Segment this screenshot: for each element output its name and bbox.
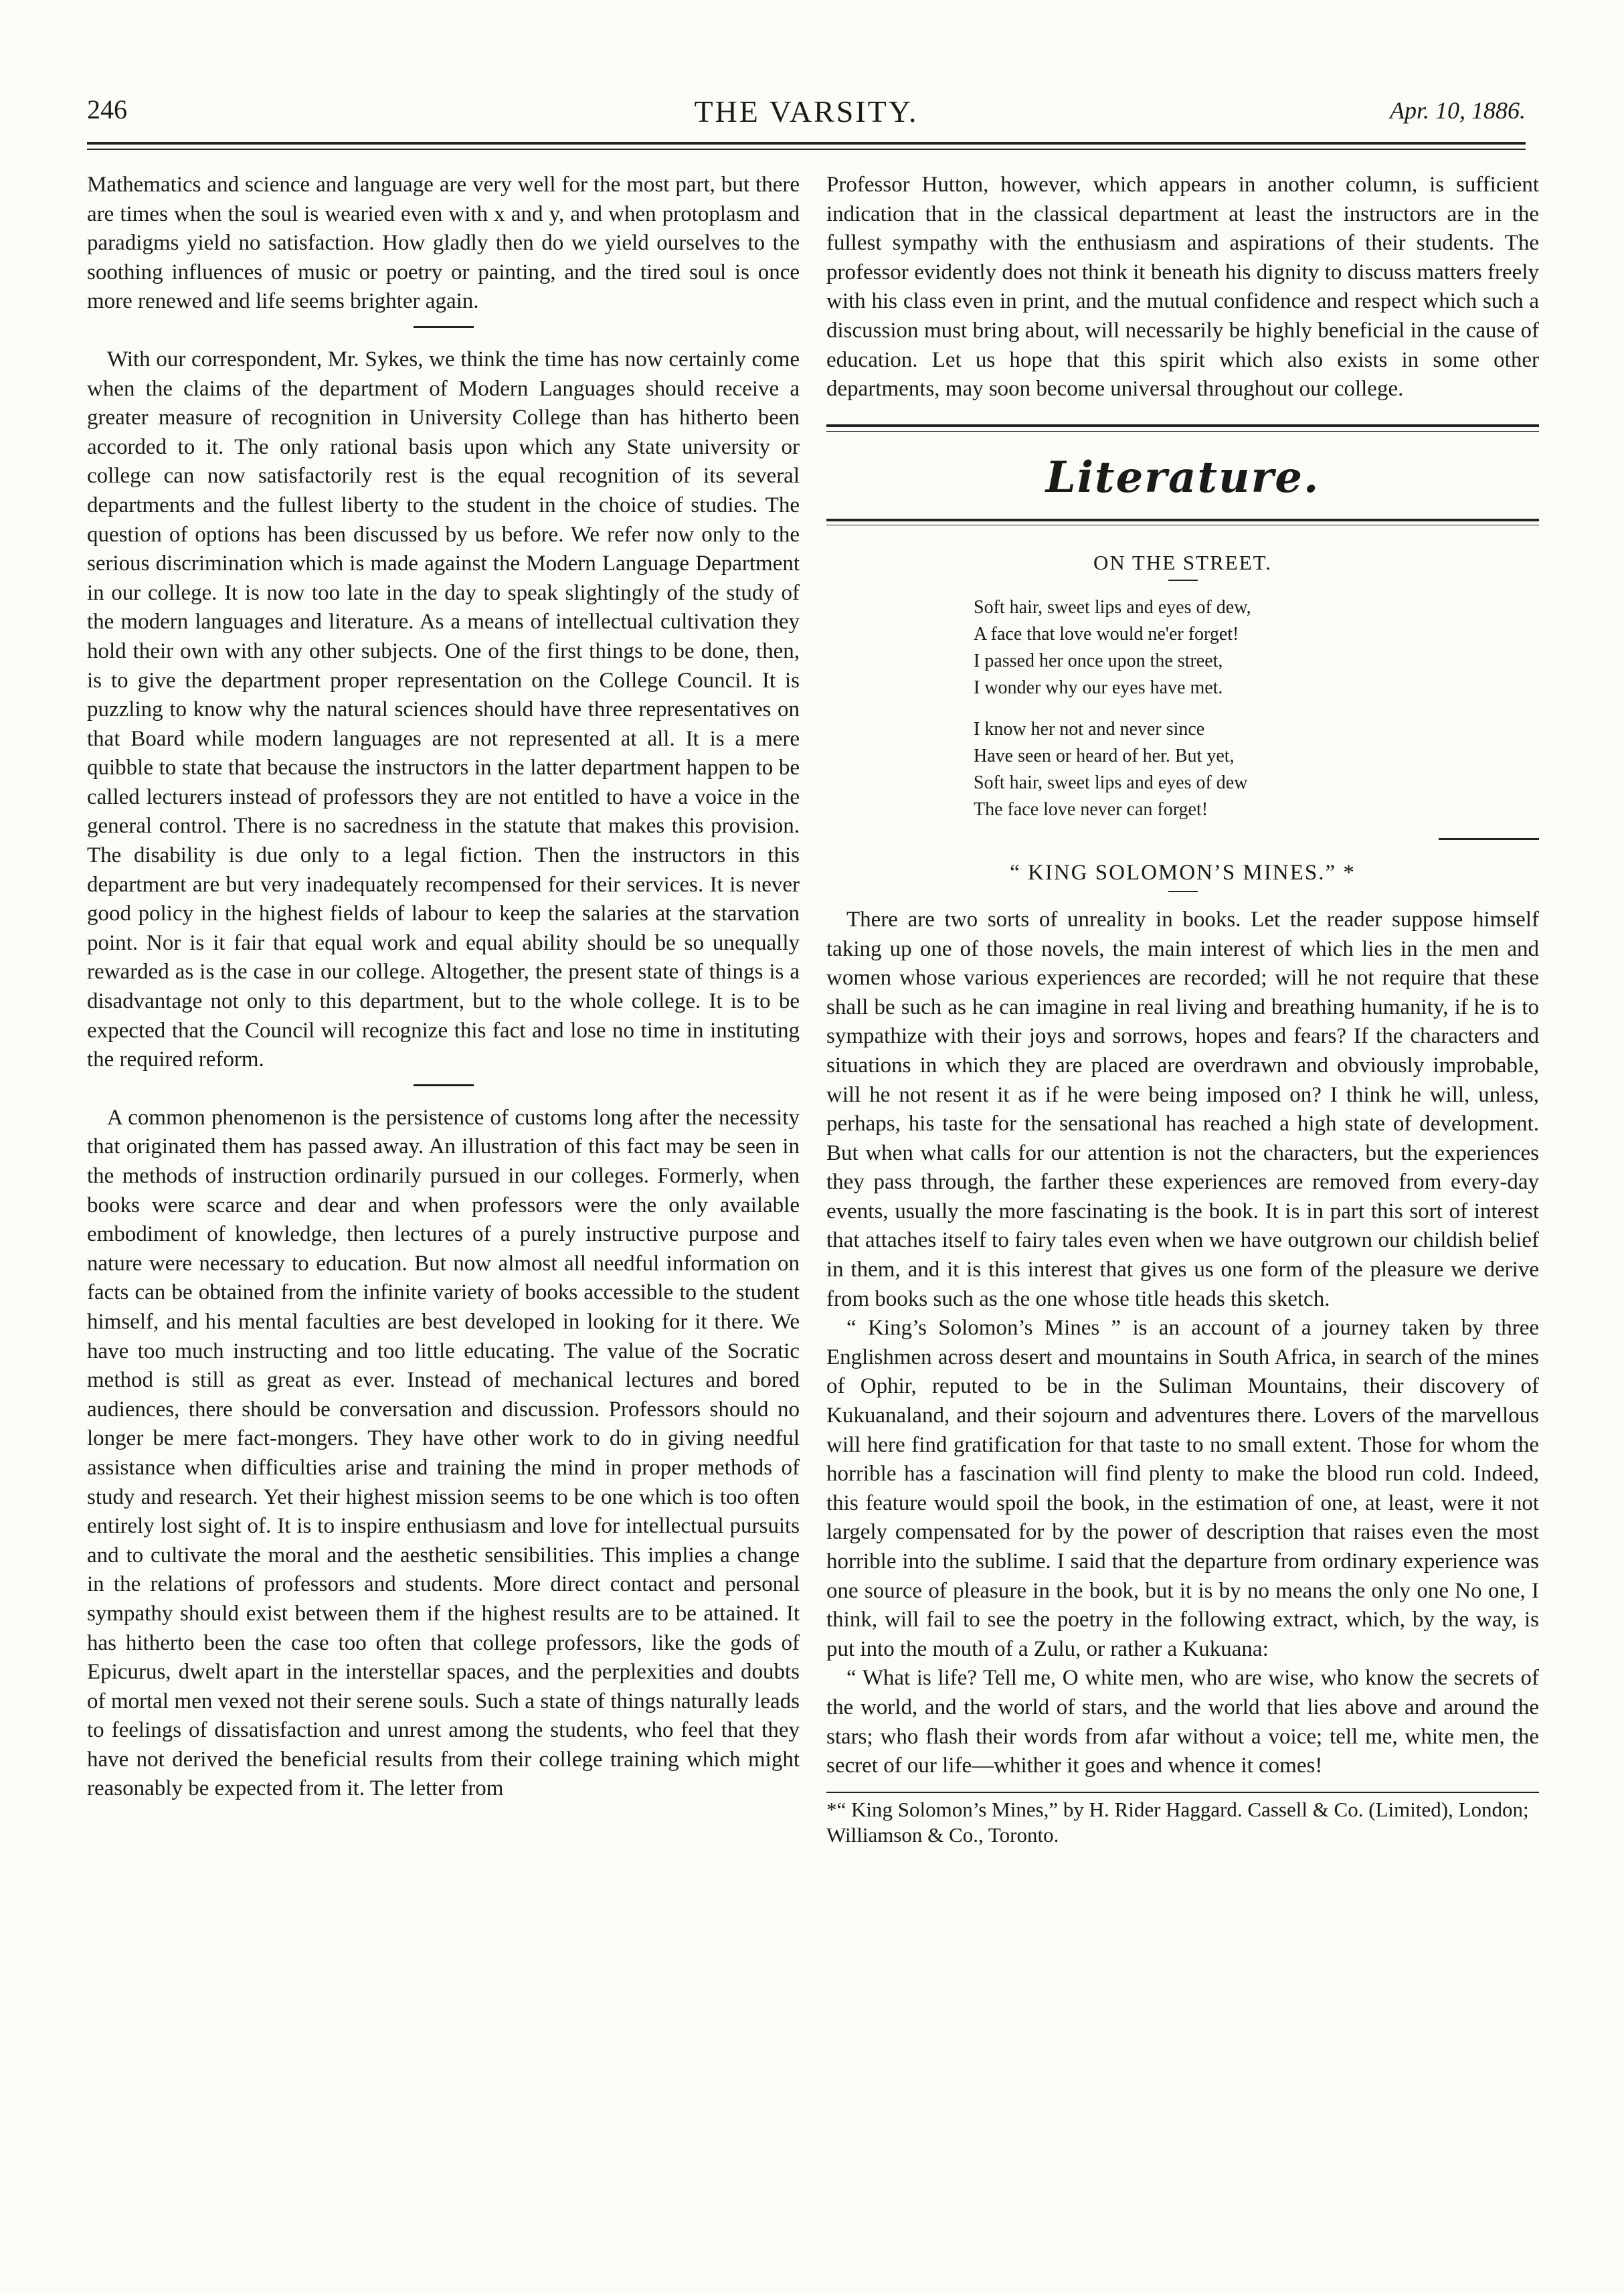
poem-line: I wonder why our eyes have met. <box>974 677 1223 699</box>
double-rule <box>826 519 1539 525</box>
article-title: “ KING SOLOMON’S MINES.” * <box>1010 861 1356 885</box>
editorial-continuation: Professor Hutton, however, which appears in another column, is sufficient indication that in the classical department at least the instructors are in the fullest sympathy with the enthusiasm and aspirations of their students. The professor evidently does not think it beneath his dignity to discuss matters freely with his class even in print, and the mutual confidence and respect which such a discussion must bring about, will necessarily be highly beneficial in the cause of education. Let us hope that this spirit which also exists in some other departments, may soon become universal throughout our college. <box>826 173 1539 402</box>
article-quotation: “ What is life? Tell me, O white men, who are wise, who know the secrets of the world, and the world of stars, and the world that lies above and around the stars; who flash their words from afar without a voice; tell me, white men, the secret of our life—whither it goes and whence it comes! <box>826 1666 1539 1778</box>
header-rule <box>87 142 1526 145</box>
issue-date: Apr. 10, 1886. <box>1389 97 1526 124</box>
section-separator <box>414 1084 474 1086</box>
title-dash <box>1168 891 1198 892</box>
poem <box>974 594 1539 823</box>
article-paragraph-1: There are two sorts of unreality in books. Let the reader suppose himself taking up one of those novels, the main interest of which lies in the men and women whose various experiences are recorded; will he not require that these shall be such as he can imagine in real living and breathing humanity, if he is to sympathize with their joys and sorrows, hopes and fears? If the characters and situations in which they are placed are overdrawn and obviously improbable, will he not resent it as if he were being imposed on? I think he will, unless, perhaps, his taste for the sensational has reached a high state of development. But when what calls for our attention is not the characters, but the experiences they pass through, the farther these experiences are removed from every-day events, usually the more fascinating is the book. It is in part this sort of interest that attaches itself to fairy tales even when we have outgrown our childish belief in them, and it is this interest that gives us one form of the pleasure we derive from books such as the one whose title heads this sketch. <box>826 907 1539 1311</box>
editorial-paragraph-3: A common phenomenon is the persistence of customs long after the necessity that originated them has passed away. An illustration of this fact may be seen in the methods of instruction ordinarily pursued in our colleges. Formerly, when books were scarce and dear and when professors were the only available embodiment of knowledge, then lectures of a purely instructive purpose and nature were necessary to education. But now almost all needful information on facts can be obtained from the infinite variety of books accessible to the student himself, and his mental faculties are best developed in looking for it there. We have too much instructing and too little educating. The value of the Socratic method is still as great as ever. Instead of mechanical lectures and bored audiences, there should be conversation and discussion. Professors should no longer be mere fact-mongers. They have other work to do in giving needful assistance when difficulties arise and training the mind in proper methods of study and research. Yet their highest mission seems to be one which is too often entirely lost sight of. It is to inspire enthusiasm and love for intellectual pursuits and to cultivate the moral and the aesthetic sensibilities. This implies a change in the relations of professors and students. More direct contact and personal sympathy should exist between them if the highest results are to be attained. It has hitherto been the case too often that college professors, like the gods of Epicurus, dwelt apart in the interstellar spaces, and the perplexities and doubts of mortal men vexed not their serene souls. Such a state of things naturally leads to feelings of dissatisfaction and unrest among the students, who feel that they have not derived the beneficial results from their college training which might reasonably be expected from it. The letter from <box>87 1105 800 1801</box>
publication-title: THE VARSITY. <box>694 94 919 129</box>
title-dash <box>1168 580 1198 581</box>
poem-line: Soft hair, sweet lips and eyes of dew, <box>974 597 1251 618</box>
footnote: *“ King Solomon’s Mines,” by H. Rider Haggard. Cassell & Co. (Limited), London; Williamson & Co., Toronto. <box>826 1792 1539 1848</box>
editorial-paragraph-2: With our correspondent, Mr. Sykes, we think the time has now certainly come when the claims of the department of Modern Languages should receive a greater measure of recognition in University College than has hitherto been accorded to it. The only rational basis upon which any State university or college can now satisfactorily rest is the equal recognition of its several departments and the fullest liberty to the student in the choice of studies. The question of options has been discussed by us before. We refer now only to the serious discrimination which is made against the Modern Language Department in our college. It is now too late in the day to speak slightingly of the study of the modern languages and literature. As a means of intellectual cultivation they hold their own with any other subjects. One of the first things to be done, then, is to give the department proper representation on the College Council. It is puzzling to know why the natural sciences should have three representatives on that Board while modern languages are not represented at all. It is a mere quibble to state that because the instructors in the latter department happen to be called lecturers instead of professors they are not entitled to have a voice in the general control. There is no sacredness in the statute that makes this provision. The disability is due only to a legal fiction. Then the instructors in this department are but very inadequately recompensed for their services. It is never good policy in the highest fields of labour to keep the salaries at the starvation point. Nor is it fair that equal work and equal ability should be so unequally rewarded as is the case in our college. Altogether, the present state of things is a disadvantage not only to this department, but to the whole college. It is to be expected that the Council will recognize this fact and lose no time in instituting the required reform. <box>87 347 800 1072</box>
page-header <box>87 94 1526 134</box>
poem-line: The face love never can forget! <box>974 799 1208 821</box>
poem-stanza <box>974 594 1539 701</box>
poem-line: A face that love would ne'er forget! <box>974 624 1239 645</box>
editorial-paragraph-1: Mathematics and science and language are very well for the most part, but there are times when the soul is wearied even with x and y, and when protoplasm and paradigms yield no satisfaction. How gladly then do we yield ourselves to the soothing influences of music or poetry or painting, and the tired soul is once more renewed and life seems brighter again. <box>87 173 800 314</box>
article-paragraph-2: “ King’s Solomon’s Mines ” is an account of a journey taken by three Englishmen across desert and mountains in South Africa, in search of the mines of Ophir, reputed to be in the Suliman Mountains, their discovery of Kukuanaland, and their sojourn and adventures there. Lovers of the marvellous will here find gratification for that taste to no small extent. Those for whom the horrible has a fascination will find plenty to make the blood run cold. Indeed, this feature would spoil the book, in the estimation of one, at least, were it not largely compensated for by the power of description that raises even the most horrible into the sublime. I said that the departure from ordinary experience was one source of pleasure in the book, but it is by no means the only one No one, I think, will fail to see the poetry in the following extract, which, by the way, is put into the mouth of a Zulu, or rather a Kukuana: <box>826 1316 1539 1661</box>
poem-end-rule <box>1439 838 1539 840</box>
header-rule-thin <box>87 149 1526 150</box>
section-separator <box>414 326 474 328</box>
poem-stanza <box>974 716 1539 823</box>
right-column <box>826 171 1539 1848</box>
poem-line: Have seen or heard of her. But yet, <box>974 746 1235 767</box>
poem-line: I know her not and never since <box>974 719 1205 740</box>
poem-title: ON THE STREET. <box>1093 550 1273 574</box>
section-heading-literature: Literature. <box>1045 452 1320 503</box>
double-rule <box>826 424 1539 432</box>
page-number: 246 <box>87 94 127 124</box>
poem-line: I passed her once upon the street, <box>974 651 1223 672</box>
poem-line: Soft hair, sweet lips and eyes of dew <box>974 772 1248 794</box>
left-column <box>87 171 800 1804</box>
